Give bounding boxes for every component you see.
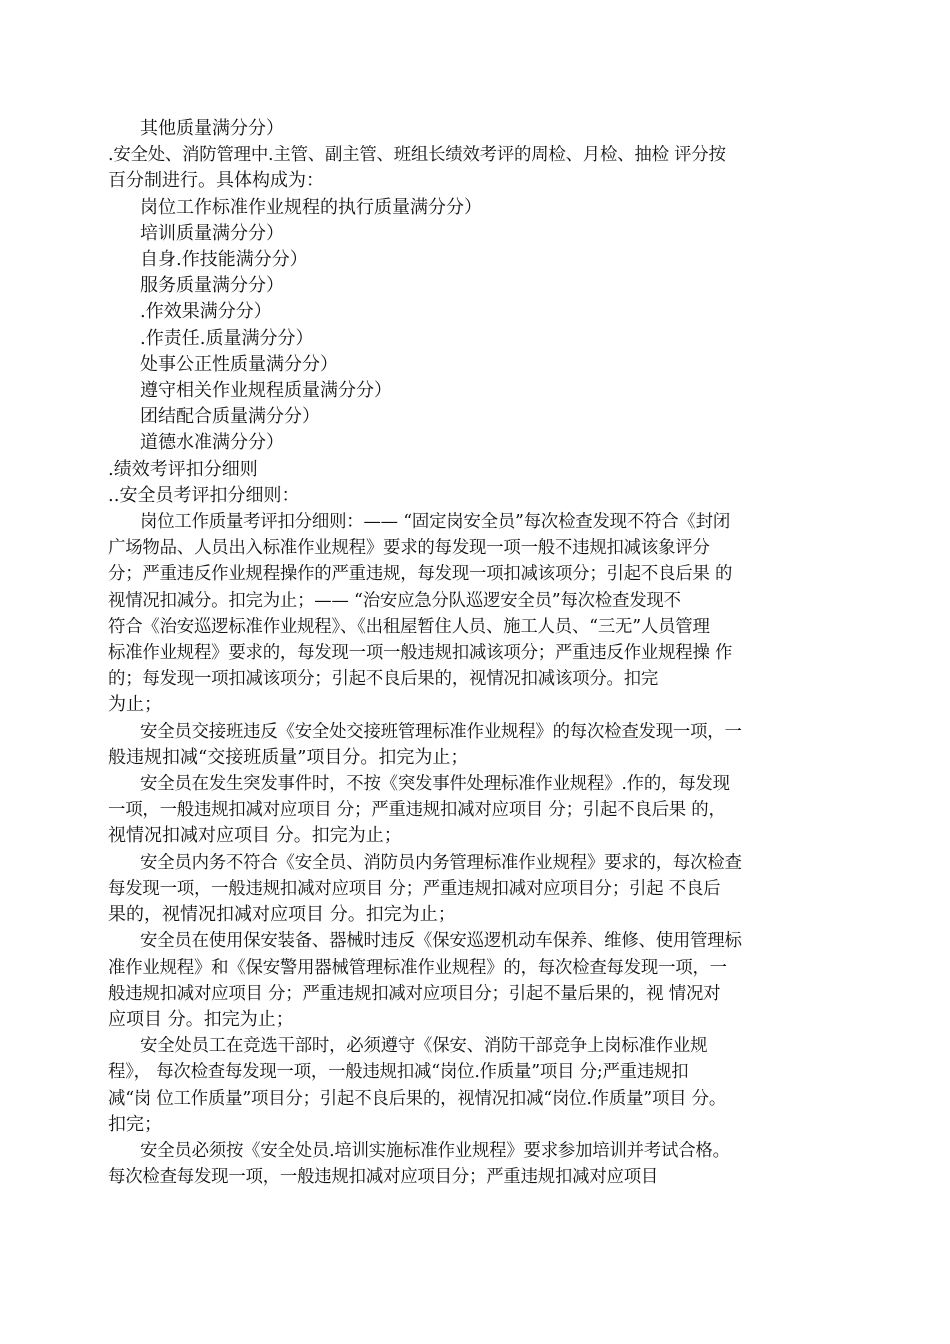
text-line: 处事公正性质量满分分） <box>140 353 338 375</box>
text-line: 应项目 分。扣完为止； <box>108 1008 294 1030</box>
text-line: 分；严重违反作业规程操作的严重违规，每发现一项扣减该项分；引起不良后果 的 <box>108 564 733 585</box>
text-line: 安全员在发生突发事件时，不按《突发事件处理标准作业规程》.作的，每发现 <box>140 774 730 795</box>
text-line: 培训质量满分分） <box>140 222 284 244</box>
text-line: 岗位工作标准作业规程的执行质量满分分） <box>140 196 482 218</box>
text-line: 安全员交接班违反《安全处交接班管理标准作业规程》的每次检查发现一项，一 <box>140 721 742 742</box>
text-line: 安全员必须按《安全处员.培训实施标准作业规程》要求参加培训并考试合格。 <box>140 1140 730 1161</box>
text-line: 扣完； <box>108 1113 162 1135</box>
text-line: 服务质量满分分） <box>140 275 284 297</box>
text-line: .作责任.质量满分分） <box>140 327 314 349</box>
text-line: 其他质量满分分） <box>140 118 284 139</box>
section-heading: .绩效考评扣分细则 <box>108 458 258 480</box>
text-line: 安全员内务不符合《安全员、消防员内务管理标准作业规程》要求的，每次检查 <box>140 852 742 873</box>
text-line: 准作业规程》和《保安警用器械管理标准作业规程》的，每次检查每发现一项，一 <box>108 957 727 978</box>
text-line: .安全处、消防管理中.主管、副主管、班组长绩效考评的周检、月检、抽检 评分按 <box>108 145 726 166</box>
text-line: .作效果满分分） <box>140 301 272 323</box>
document-body <box>108 116 856 1190</box>
text-line: 安全员在使用保安装备、器械时违反《保安巡逻机动车保养、维修、使用管理标 <box>140 931 742 952</box>
text-line: 百分制进行。具体构成为： <box>108 170 324 192</box>
text-line: 团结配合质量满分分） <box>140 406 320 428</box>
text-line: 减“岗 位工作质量”项目分；引起不良后果的，视情况扣减“岗位.作质量”项目 分。 <box>108 1088 727 1109</box>
text-line: 视情况扣减对应项目 分。扣完为止； <box>108 825 402 847</box>
text-line: 标准作业规程》要求的，每发现一项一般违规扣减该项分；严重违反作业规程操 作 <box>108 643 733 664</box>
text-line: 般违规扣减对应项目 分；严重违规扣减对应项目分；引起不量后果的，视 情况对 <box>108 983 721 1004</box>
text-line: 岗位工作质量考评扣分细则：—— “固定岗安全员”每次检查发现不符合《封闭 <box>140 512 731 533</box>
text-line: 果的，视情况扣减对应项目 分。扣完为止； <box>108 904 456 926</box>
text-line: 的；每发现一项扣减该项分；引起不良后果的，视情况扣减该项分。扣完 <box>108 669 659 690</box>
text-line: 遵守相关作业规程质量满分分） <box>140 380 392 402</box>
text-line: 每发现一项，一般违规扣减对应项目 分；严重违规扣减对应项目分；引起 不良后 <box>108 878 721 899</box>
text-line: 般违规扣减“交接班质量”项目分。扣完为止； <box>108 746 469 768</box>
text-line: 自身.作技能满分分） <box>140 249 308 271</box>
text-line: 广场物品、人员出入标准作业规程》要求的每发现一项一般不违规扣减该象评分 <box>108 538 710 559</box>
text-line: 道德水准满分分） <box>140 432 284 454</box>
text-line: 符合《治安巡逻标准作业规程》、《出租屋暂住人员、施工人员、“三无”人员管理 <box>108 616 710 637</box>
text-line: 安全处员工在竞选干部时，必须遵守《保安、消防干部竞争上岗标准作业规 <box>140 1036 708 1057</box>
text-line: 程》， 每次检查每发现一项，一般违规扣减“岗位.作质量”项目 分;严重违规扣 <box>108 1062 689 1083</box>
text-line: 视情况扣减分。扣完为止；—— “治安应急分队巡逻安全员”每次检查发现不 <box>108 590 681 611</box>
subsection-heading: ..安全员考评扣分细则： <box>108 484 300 506</box>
text-line: 为止； <box>108 694 162 716</box>
text-line: 每次检查每发现一项，一般违规扣减对应项目分；严重违规扣减对应项目 <box>108 1167 659 1188</box>
text-line: 一项，一般违规扣减对应项目 分；严重违规扣减对应项目 分；引起不良后果 的， <box>108 800 726 821</box>
